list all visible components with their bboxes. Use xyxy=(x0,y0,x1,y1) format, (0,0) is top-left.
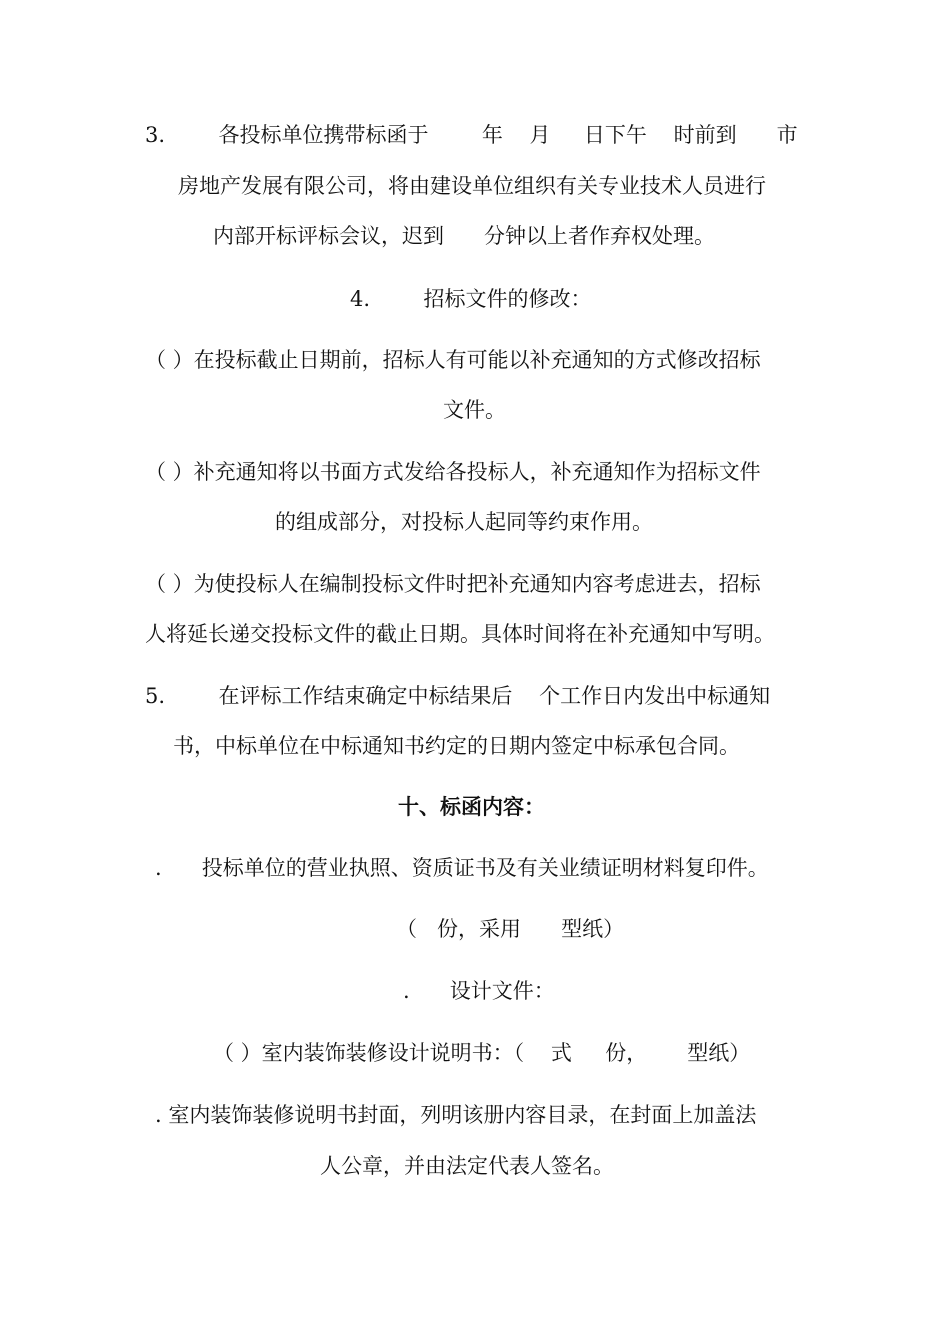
item-5-line-2: 书，中标单位在中标通知书约定的日期内签定中标承包合同。 xyxy=(173,734,740,758)
item-3-line-1: 3. 各投标单位携带标函于 年 月 日下午 时前到 市 xyxy=(145,123,798,147)
content-item-2-heading: . 设计文件： xyxy=(403,979,555,1003)
content-item-1: . 投标单位的营业执照、资质证书及有关业绩证明材料复印件。 xyxy=(155,856,769,880)
design-doc-line: （ ）室内装饰装修设计说明书：（ 式 份， 型纸） xyxy=(213,1041,751,1065)
item-3-line-2: 房地产发展有限公司，将由建设单位组织有关专业技术人员进行 xyxy=(178,174,766,198)
cover-note-line-1: . 室内装饰装修说明书封面，列明该册内容目录，在封面上加盖法 xyxy=(155,1103,757,1127)
sub-item-2-line-2: 的组成部分，对投标人起同等约束作用。 xyxy=(275,510,653,534)
sub-item-3-line-2: 人将延长递交投标文件的截止日期。具体时间将在补充通知中写明。 xyxy=(145,622,775,646)
sub-item-3-line-1: （ ）为使投标人在编制投标文件时把补充通知内容考虑进去，招标 xyxy=(145,572,761,596)
cover-note-line-2: 人公章，并由法定代表人签名。 xyxy=(320,1154,614,1178)
sub-item-2-line-1: （ ）补充通知将以书面方式发给各投标人，补充通知作为招标文件 xyxy=(145,460,761,484)
item-3-line-3: 内部开标评标会议，迟到 分钟以上者作弃权处理。 xyxy=(213,224,716,248)
item-4-heading: 4. 招标文件的修改： xyxy=(350,287,592,311)
sub-item-1-line-1: （ ）在投标截止日期前，招标人有可能以补充通知的方式修改招标 xyxy=(145,348,761,372)
sub-item-1-line-2: 文件。 xyxy=(443,398,506,422)
section-10-heading: 十、标函内容： xyxy=(398,794,545,819)
item-5-line-1: 5. 在评标工作结束确定中标结果后 个工作日内发出中标通知 xyxy=(145,684,771,708)
content-item-1-note: （ 份，采用 型纸） xyxy=(396,917,625,941)
